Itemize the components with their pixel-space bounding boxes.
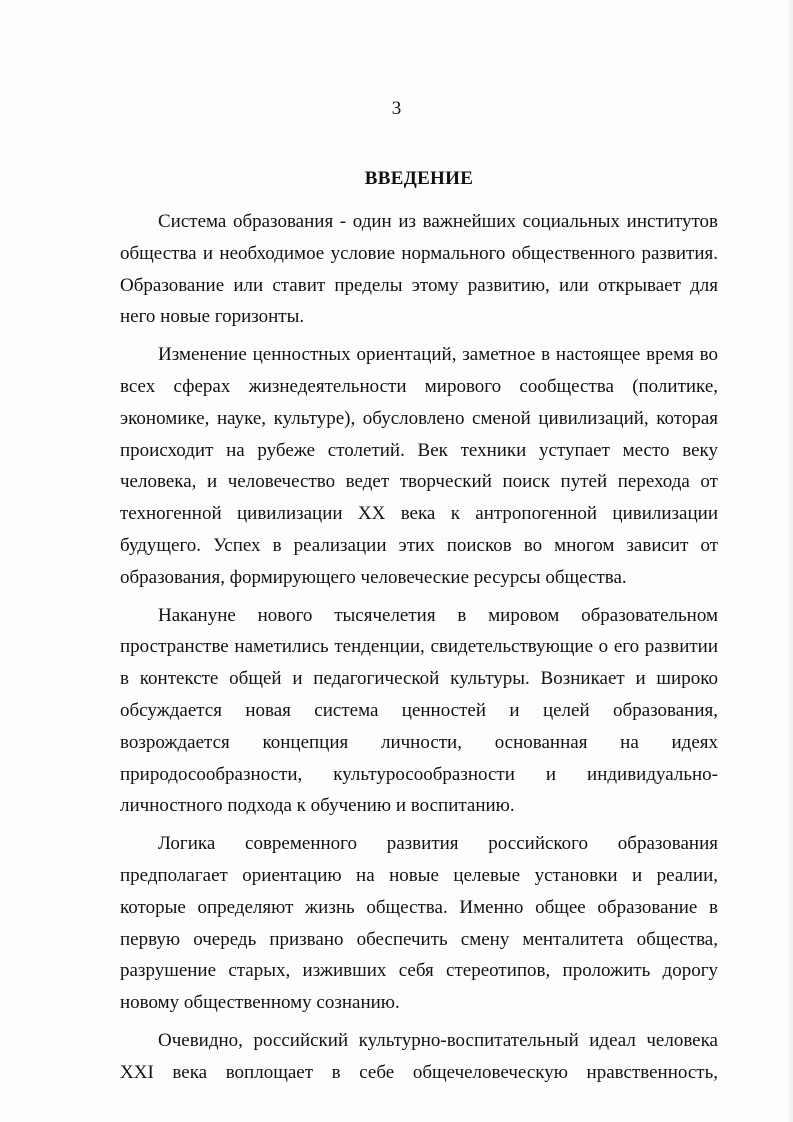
paragraph-3: Накануне нового тысячелетия в мировом образовательном пространстве наметились тенденции, свидетельствующие о его развитии в контексте общей и педагогической культуры. Возникает и широко обсуждается новая система ценностей и целей образования, возрождается концепция личности, основанная на идеях природосообразности, культуросообразности и индивидуально-личностного подхода к обучению и воспитанию. [120, 604, 718, 817]
body-text [120, 206, 718, 1089]
paragraph-1: Система образования - один из важнейших социальных институтов общества и необходимое условие нормального общественного развития. Образование или ставит пределы этому развитию, или открывает для него новые горизонты. [120, 211, 718, 328]
paragraph-2: Изменение ценностных ориентаций, заметное в настоящее время во всех сферах жизнедеятельности мирового сообщества (политике, экономике, науке, культуре), обусловлено сменой цивилизаций, которая происходит на рубеже столетий. Век техники уступает место веку человека, и человечество ведет творческий поиск путей перехода от техногенной цивилизации XX века к антропогенной цивилизации будущего. Успех в реализации этих поисков во многом зависит от образования, формирующего человеческие ресурсы общества. [120, 344, 718, 588]
scan-edge-shadow [787, 0, 793, 1122]
page-number: 3 [391, 98, 402, 119]
paragraph-5: Очевидно, российский культурно-воспитательный идеал человека XXI века воплощает в себе общечеловеческую нравственность, [120, 1029, 718, 1083]
paragraph-4: Логика современного развития российского образования предполагает ориентацию на новые целевые установки и реалии, которые определяют жизнь общества. Именно общее образование в первую очередь призвано обеспечить смену менталитета общества, разрушение старых, изживших себя стереотипов, проложить дорогу новому общественному сознанию. [120, 833, 718, 1014]
section-title: ВВЕДЕНИЕ [364, 168, 474, 189]
